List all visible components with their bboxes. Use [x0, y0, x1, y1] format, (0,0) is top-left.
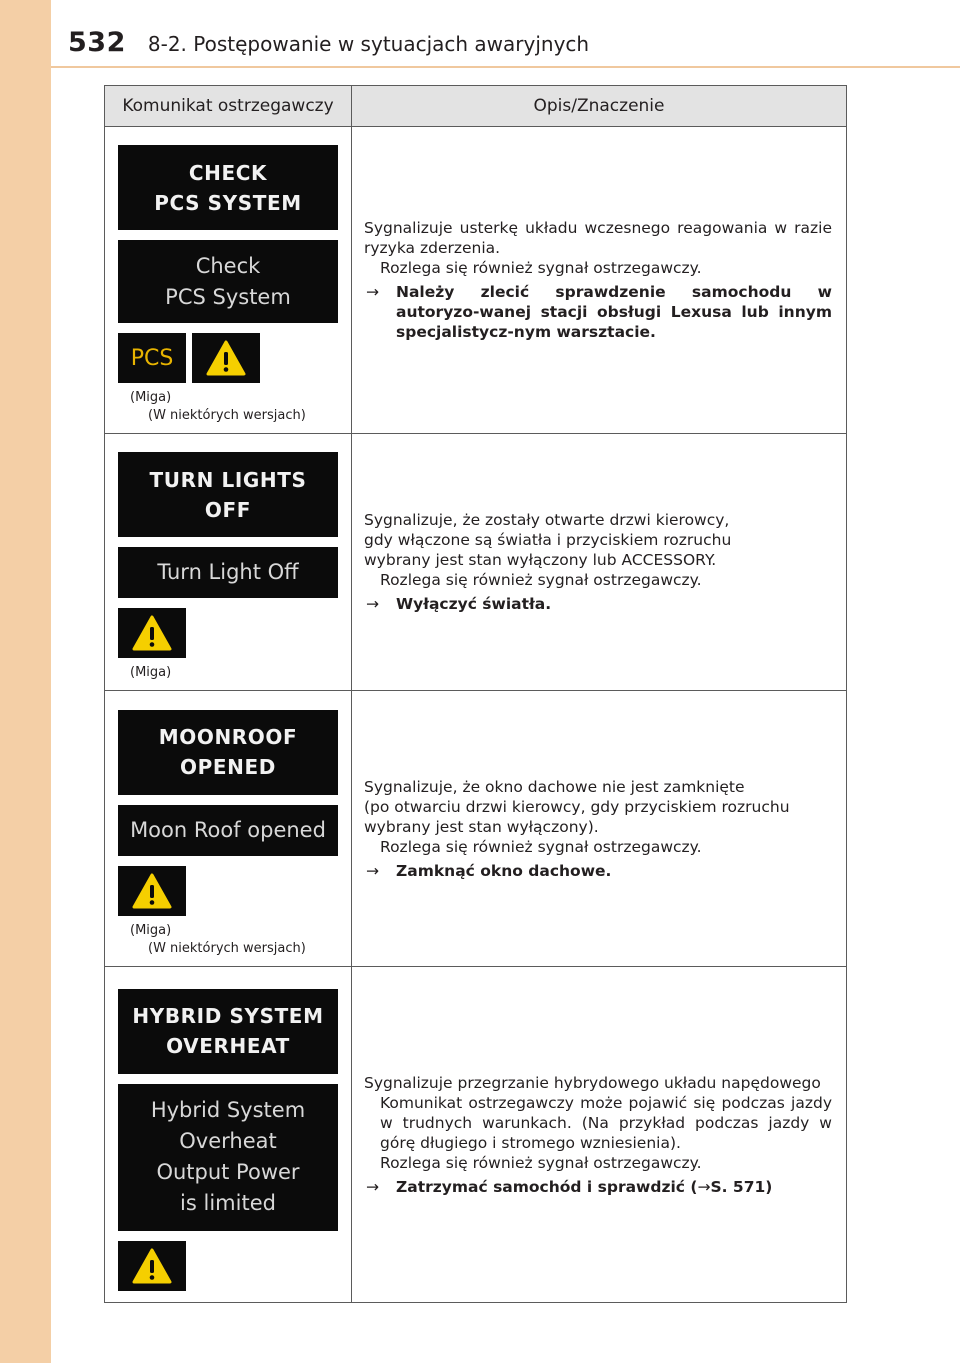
description-cell [352, 967, 847, 1303]
message-cell [105, 691, 352, 967]
table-row [105, 127, 847, 434]
sound-note: Rozlega się również sygnał ostrzegawczy. [380, 837, 702, 856]
action-instruction: → Należy zlecić sprawdzenie samochodu w autoryzo-wanej stacji obsługi Lexusa lub innym specjalistycz-nym warsztacie. [366, 283, 832, 341]
description-cell [352, 127, 847, 434]
header-rule [51, 66, 960, 68]
description-line: Sygnalizuje, że zostały otwarte drzwi kierowcy, [364, 511, 730, 529]
indicator-icons [118, 866, 351, 916]
caption: (Miga) (W niektórych wersjach) [130, 390, 306, 423]
description-line: wybrany jest stan wyłączony). [364, 817, 599, 836]
action-instruction: → Wyłączyć światła. [366, 595, 552, 613]
display-panel-mixedcase: Hybrid System Overheat Output Power is limited [118, 1084, 338, 1231]
description-line: Sygnalizuje, że okno dachowe nie jest zamknięte [364, 777, 745, 796]
sound-note: Rozlega się również sygnał ostrzegawczy. [380, 571, 702, 589]
message-cell [105, 434, 352, 691]
warning-messages-table [104, 85, 847, 1303]
description-line: (po otwarciu drzwi kierowcy, gdy przyciskiem rozruchu [364, 797, 790, 816]
page-reference: S. 571) [710, 1177, 773, 1196]
display-panel-mixedcase: Turn Light Off [118, 547, 338, 598]
section-title: 8-2. Postępowanie w sytuacjach awaryjnych [147, 32, 590, 56]
message-cell [105, 127, 352, 434]
action-instruction: → Zatrzymać samochód i sprawdzić (→S. 571) [366, 1177, 773, 1196]
table-row [105, 434, 847, 691]
description-text: Sygnalizuje przegrzanie hybrydowego układu napędowego [364, 1073, 821, 1092]
display-panel-uppercase: MOONROOF OPENED [118, 710, 338, 795]
arrow-right-icon: → [366, 1177, 379, 1196]
display-panel-mixedcase: Moon Roof opened [118, 805, 338, 856]
pcs-text-icon: PCS [118, 333, 186, 383]
display-panel-uppercase: HYBRID SYSTEM OVERHEAT [118, 989, 338, 1074]
table-row [105, 691, 847, 967]
page-header [68, 27, 589, 63]
indicator-icons [118, 333, 351, 383]
sound-note: Rozlega się również sygnał ostrzegawczy. [380, 259, 702, 277]
caption: (Miga) (W niektórych wersjach) [130, 922, 306, 956]
display-panel-mixedcase: Check PCS System [118, 240, 338, 323]
arrow-right-icon: → [366, 595, 379, 613]
indicator-icons [118, 1241, 351, 1291]
description-cell [352, 434, 847, 691]
arrow-right-icon: → [366, 283, 379, 301]
action-instruction: → Zamknąć okno dachowe. [366, 861, 612, 880]
warning-triangle-icon [118, 1241, 186, 1291]
table-row [105, 967, 847, 1303]
sound-note: Rozlega się również sygnał ostrzegawczy. [380, 1153, 702, 1172]
warning-triangle-icon [118, 866, 186, 916]
warning-triangle-icon [192, 333, 260, 383]
page-number: 532 [68, 27, 126, 58]
table-header-row [105, 86, 847, 127]
display-panel-uppercase: CHECK PCS SYSTEM [118, 145, 338, 230]
warning-triangle-icon [118, 608, 186, 658]
page-side-strip [0, 0, 51, 1363]
arrow-right-icon: → [697, 1177, 711, 1196]
arrow-right-icon: → [366, 861, 379, 880]
driving-note: Komunikat ostrzegawczy może pojawić się podczas jazdy w trudnych warunkach. (Na przykład podczas jazdy w górę długiego i stromego wzniesienia). [380, 1093, 832, 1152]
message-cell [105, 967, 352, 1303]
indicator-icons [118, 608, 351, 658]
display-panel-uppercase: TURN LIGHTS OFF [118, 452, 338, 537]
description-line: gdy włączone są światła i przyciskiem rozruchu [364, 531, 732, 549]
description-line: wybrany jest stan wyłączony lub ACCESSORY. [364, 551, 717, 569]
description-cell [352, 691, 847, 967]
description-text: Sygnalizuje usterkę układu wczesnego reagowania w razie ryzyka zderzenia. [364, 219, 832, 257]
column-header-message: Komunikat ostrzegawczy [105, 86, 352, 127]
caption: (Miga) [130, 665, 172, 680]
column-header-description: Opis/Znaczenie [352, 86, 847, 127]
